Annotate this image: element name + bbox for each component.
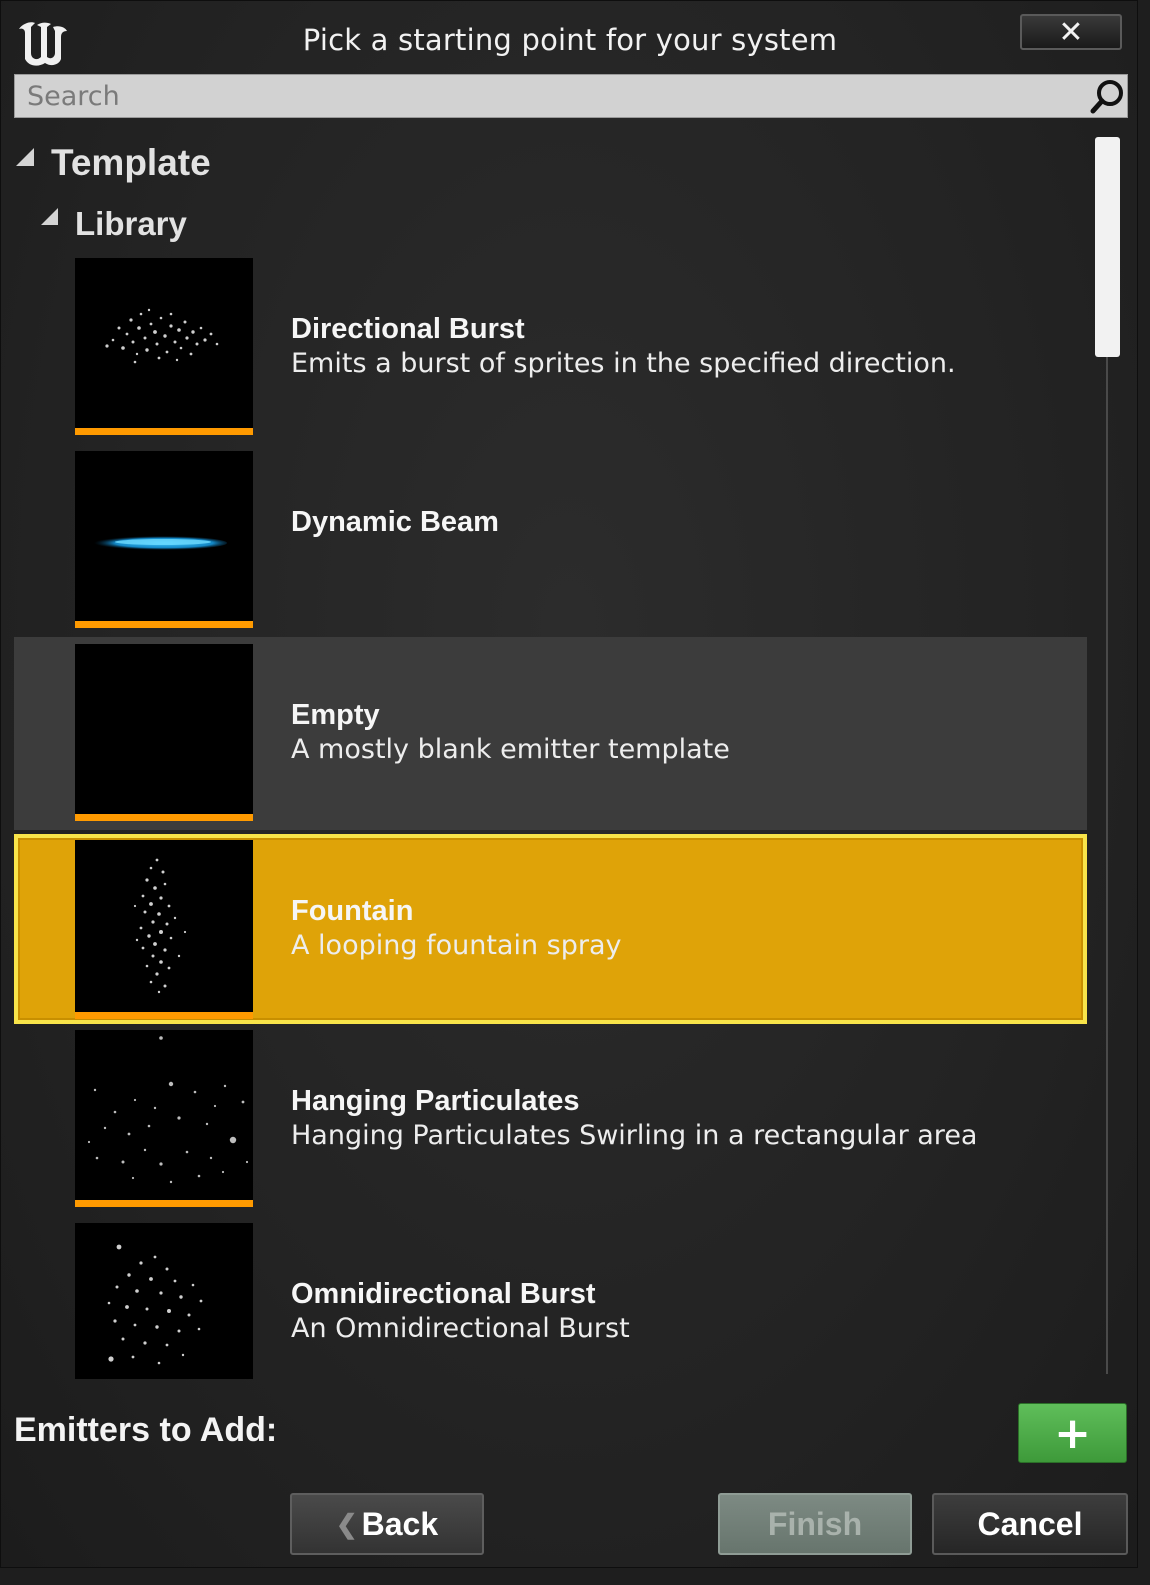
- dialog-title: Pick a starting point for your system: [302, 23, 838, 57]
- item-name: Directional Burst: [291, 313, 525, 345]
- finish-button[interactable]: [718, 1493, 912, 1555]
- item-name: Dynamic Beam: [291, 506, 499, 538]
- list-item-empty[interactable]: [14, 637, 1087, 830]
- thumbnail-accent-bar: [75, 1012, 253, 1019]
- back-button-label: Back: [361, 1505, 439, 1542]
- list-item-omnidirectional-burst[interactable]: [14, 1216, 1087, 1379]
- item-name: Omnidirectional Burst: [291, 1278, 596, 1310]
- thumbnail-accent-bar: [75, 1200, 253, 1207]
- thumbnail-accent-bar: [75, 814, 253, 821]
- search-input[interactable]: [15, 75, 1075, 117]
- cancel-button-label: Cancel: [977, 1505, 1083, 1542]
- particle-burst-icon: [75, 258, 253, 428]
- item-description: A mostly blank emitter template: [291, 734, 730, 765]
- scrollbar-thumb[interactable]: [1095, 137, 1120, 357]
- thumbnail-fountain: [75, 840, 253, 1012]
- chevron-left-icon: ❮: [335, 1508, 358, 1539]
- title-bar: [1, 1, 1139, 73]
- thumbnail-directional-burst: [75, 258, 253, 428]
- item-description: An Omnidirectional Burst: [291, 1313, 630, 1344]
- scattered-particles-icon: [75, 1030, 253, 1200]
- close-icon: ✕: [1058, 14, 1084, 50]
- search-icon[interactable]: [1087, 77, 1127, 117]
- item-name: Empty: [291, 699, 380, 731]
- emitters-to-add-label: Emitters to Add:: [14, 1411, 278, 1449]
- thumbnail-accent-bar: [75, 621, 253, 628]
- item-description: Emits a burst of sprites in the specified direction.: [291, 348, 956, 379]
- list-item-hanging-particulates[interactable]: [14, 1023, 1087, 1216]
- item-description: A looping fountain spray: [291, 930, 622, 961]
- collapse-template-icon[interactable]: [16, 148, 34, 166]
- thumbnail-accent-bar: [75, 428, 253, 435]
- item-name: Fountain: [291, 895, 414, 927]
- search-box: [14, 74, 1128, 118]
- blue-beam-icon: [75, 451, 253, 621]
- thumbnail-empty: [75, 644, 253, 814]
- back-button[interactable]: [290, 1493, 484, 1555]
- add-emitter-button[interactable]: [1018, 1403, 1127, 1463]
- list-item-dynamic-beam[interactable]: [14, 444, 1087, 637]
- list-item-fountain[interactable]: [14, 834, 1087, 1024]
- tree-subcategory-library[interactable]: Library: [75, 205, 187, 242]
- fountain-particles-icon: [75, 840, 253, 1012]
- scrollbar-track[interactable]: [1106, 356, 1108, 1374]
- thumbnail-hanging-particulates: [75, 1030, 253, 1200]
- finish-button-label: Finish: [767, 1505, 863, 1542]
- tree-category-template[interactable]: Template: [51, 142, 211, 183]
- close-button[interactable]: [1020, 14, 1122, 50]
- thumbnail-dynamic-beam: [75, 451, 253, 621]
- collapse-library-icon[interactable]: [41, 208, 58, 225]
- item-description: Hanging Particulates Swirling in a rectangular area: [291, 1120, 978, 1151]
- thumbnail-omnidirectional-burst: [75, 1223, 253, 1379]
- item-name: Hanging Particulates: [291, 1085, 580, 1117]
- plus-icon: +: [1054, 1407, 1091, 1459]
- omni-burst-icon: [75, 1223, 253, 1379]
- cancel-button[interactable]: [932, 1493, 1128, 1555]
- list-item-directional-burst[interactable]: [14, 251, 1087, 444]
